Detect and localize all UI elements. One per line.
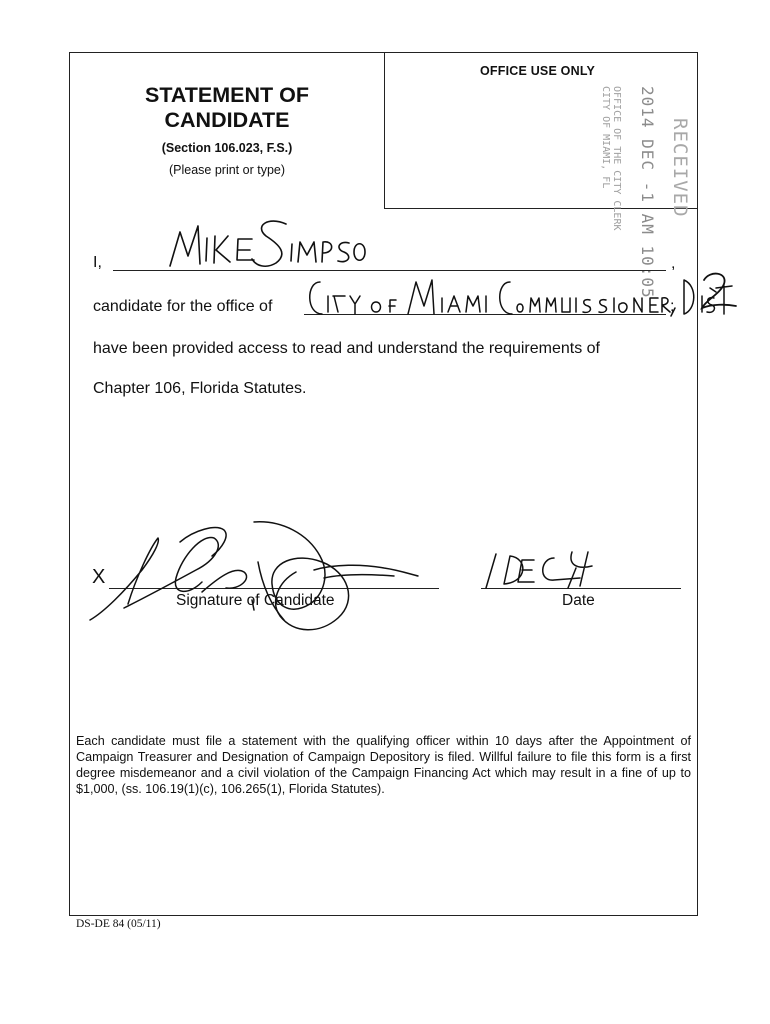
chapter-reference: Chapter 106, Florida Statutes. [93,380,307,397]
date-label: Date [562,592,595,609]
form-id: DS-DE 84 (05/11) [76,918,161,930]
form-title-line2: CANDIDATE [164,108,290,132]
access-statement: have been provided access to read and understand the requirements of [93,340,600,357]
signature-label: Signature of Candidate [176,592,335,609]
filing-notice: Each candidate must file a statement with the qualifying officer within 10 days after the Appointment of Campaign Treasurer and Designation of Campaign Depository is filed. Willful failure to file this form is a first degree misdemeanor and a civil violation of the Campaign Financing Act which may result in a fine of up to $1,000, (ss. 106.19(1)(c), 106.265(1), Florida Statutes). [76,734,691,796]
clerk-office-stamp [600,86,622,231]
clerk-office-line2: CITY OF MIAMI, FL [600,86,611,189]
received-stamp: RECEIVED [669,118,691,218]
office-semicolon: ; [670,298,675,315]
clerk-office-line1: OFFICE OF THE CITY CLERK [611,86,622,231]
candidate-signature [84,512,424,652]
name-comma: , [671,255,676,272]
form-instruction: (Please print or type) [168,163,286,177]
form-title-line1: STATEMENT OF [144,83,310,107]
statute-reference: (Section 106.023, F.S.) [161,141,293,155]
office-use-label: OFFICE USE ONLY [480,64,596,78]
handwritten-name [168,212,368,270]
handwritten-district-number [698,270,740,314]
received-date-stamp: 2014 DEC -1 AM 10:05 [638,86,657,299]
prefix-i: I, [93,254,102,271]
handwritten-office [300,274,740,324]
office-prefix: candidate for the office of [93,298,273,315]
handwritten-date [484,548,604,592]
name-line [113,270,666,271]
signature-x-mark: X [92,566,106,588]
